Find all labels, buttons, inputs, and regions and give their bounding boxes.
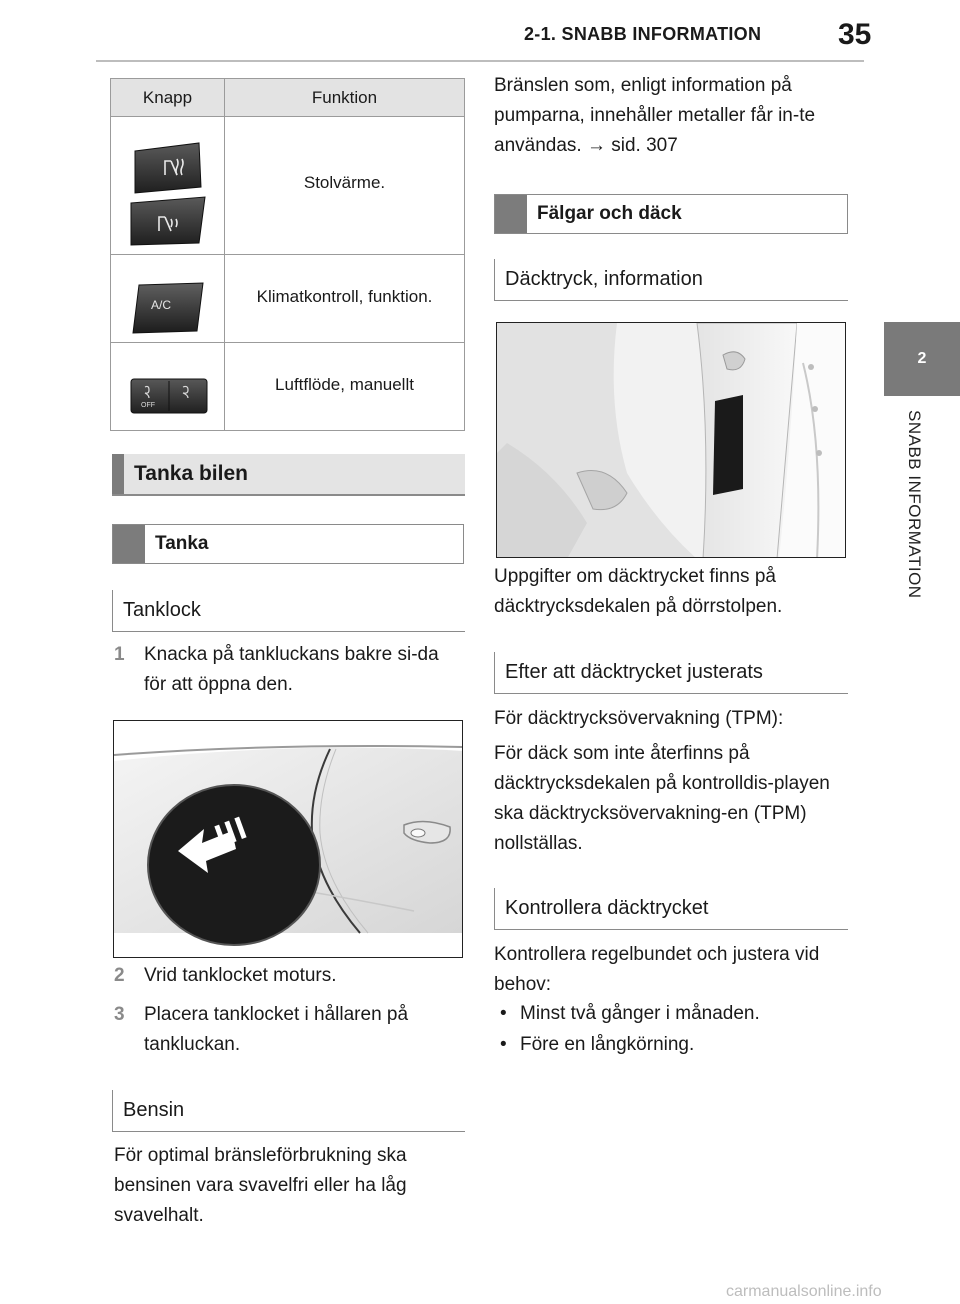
air-off-label: OFF	[141, 402, 155, 409]
header-rule	[96, 60, 864, 62]
table-header-button: Knapp	[111, 79, 225, 117]
function-air-flow: Luftflöde, manuellt	[225, 343, 465, 431]
running-header-section: 2-1. SNABB INFORMATION	[524, 24, 762, 44]
function-climate-control: Klimatkontroll, funktion.	[225, 255, 465, 343]
air-flow-buttons-icon	[111, 343, 225, 431]
fuel-metal-note: Bränslen som, enligt information på pumparna, innehåller metaller får in-te användas. → sid. 307	[494, 75, 816, 156]
section-heading-refuel	[112, 454, 465, 496]
heading-after-adjust: Efter att däcktrycket justerats	[494, 652, 848, 694]
chapter-label: SNABB INFORMATION	[905, 410, 924, 599]
fuel-door-illustration	[113, 720, 463, 958]
check-pressure-text: Kontrollera regelbundet och justera vid behov:	[494, 944, 820, 995]
bullet-item: • Före en långkörning.	[494, 1030, 848, 1060]
table-row	[111, 343, 465, 431]
page-number: 35	[838, 18, 872, 51]
subsection-title: Fälgar och däck	[537, 203, 682, 224]
bensin-text: För optimal bränsleförbrukning ska bensinen vara svavelfri eller ha låg svavelhalt.	[114, 1145, 407, 1226]
function-seat-heating: Stolvärme.	[225, 117, 465, 255]
tpm-text: För däcktrycksövervakning (TPM):	[494, 708, 784, 729]
chapter-tab: 2	[884, 322, 960, 396]
step-3: 3 Placera tanklocket i hållaren på tankluckan.	[114, 1004, 409, 1055]
page-reference-link[interactable]: sid. 307	[611, 135, 678, 156]
subsection-title: Tanka	[155, 533, 209, 554]
table-row	[111, 117, 465, 255]
button-function-table	[110, 78, 465, 431]
subsection-heading-refuel	[112, 524, 464, 564]
step-2: 2 Vrid tanklocket moturs.	[114, 965, 337, 986]
ac-button-icon	[111, 255, 225, 343]
heading-bensin: Bensin	[112, 1090, 465, 1132]
watermark: carmanualsonline.info	[726, 1283, 882, 1300]
arrow-right-icon: →	[586, 135, 612, 156]
ac-button-label: A/C	[151, 298, 172, 312]
tire-pressure-text: Uppgifter om däcktrycket finns på däcktrycksdekalen på dörrstolpen.	[494, 566, 783, 617]
heading-tire-pressure: Däcktryck, information	[494, 259, 848, 301]
heading-check-pressure: Kontrollera däcktrycket	[494, 888, 848, 930]
seat-heating-buttons-icon	[111, 117, 225, 255]
bullet-item: • Minst två gånger i månaden.	[494, 999, 848, 1029]
table-header-function: Funktion	[225, 79, 465, 117]
heading-tanklock: Tanklock	[112, 590, 465, 632]
tpm-detail-text: För däck som inte återfinns på däcktrycksdekalen på kontrolldis-playen ska däcktrycksövervakning-en (TPM) nollställas.	[494, 743, 830, 854]
section-title: Tanka bilen	[134, 462, 248, 485]
table-row	[111, 255, 465, 343]
step-1: 1 Knacka på tankluckans bakre si-da för att öppna den.	[114, 644, 439, 695]
subsection-heading-wheels	[494, 194, 848, 234]
door-pillar-illustration	[496, 322, 846, 558]
